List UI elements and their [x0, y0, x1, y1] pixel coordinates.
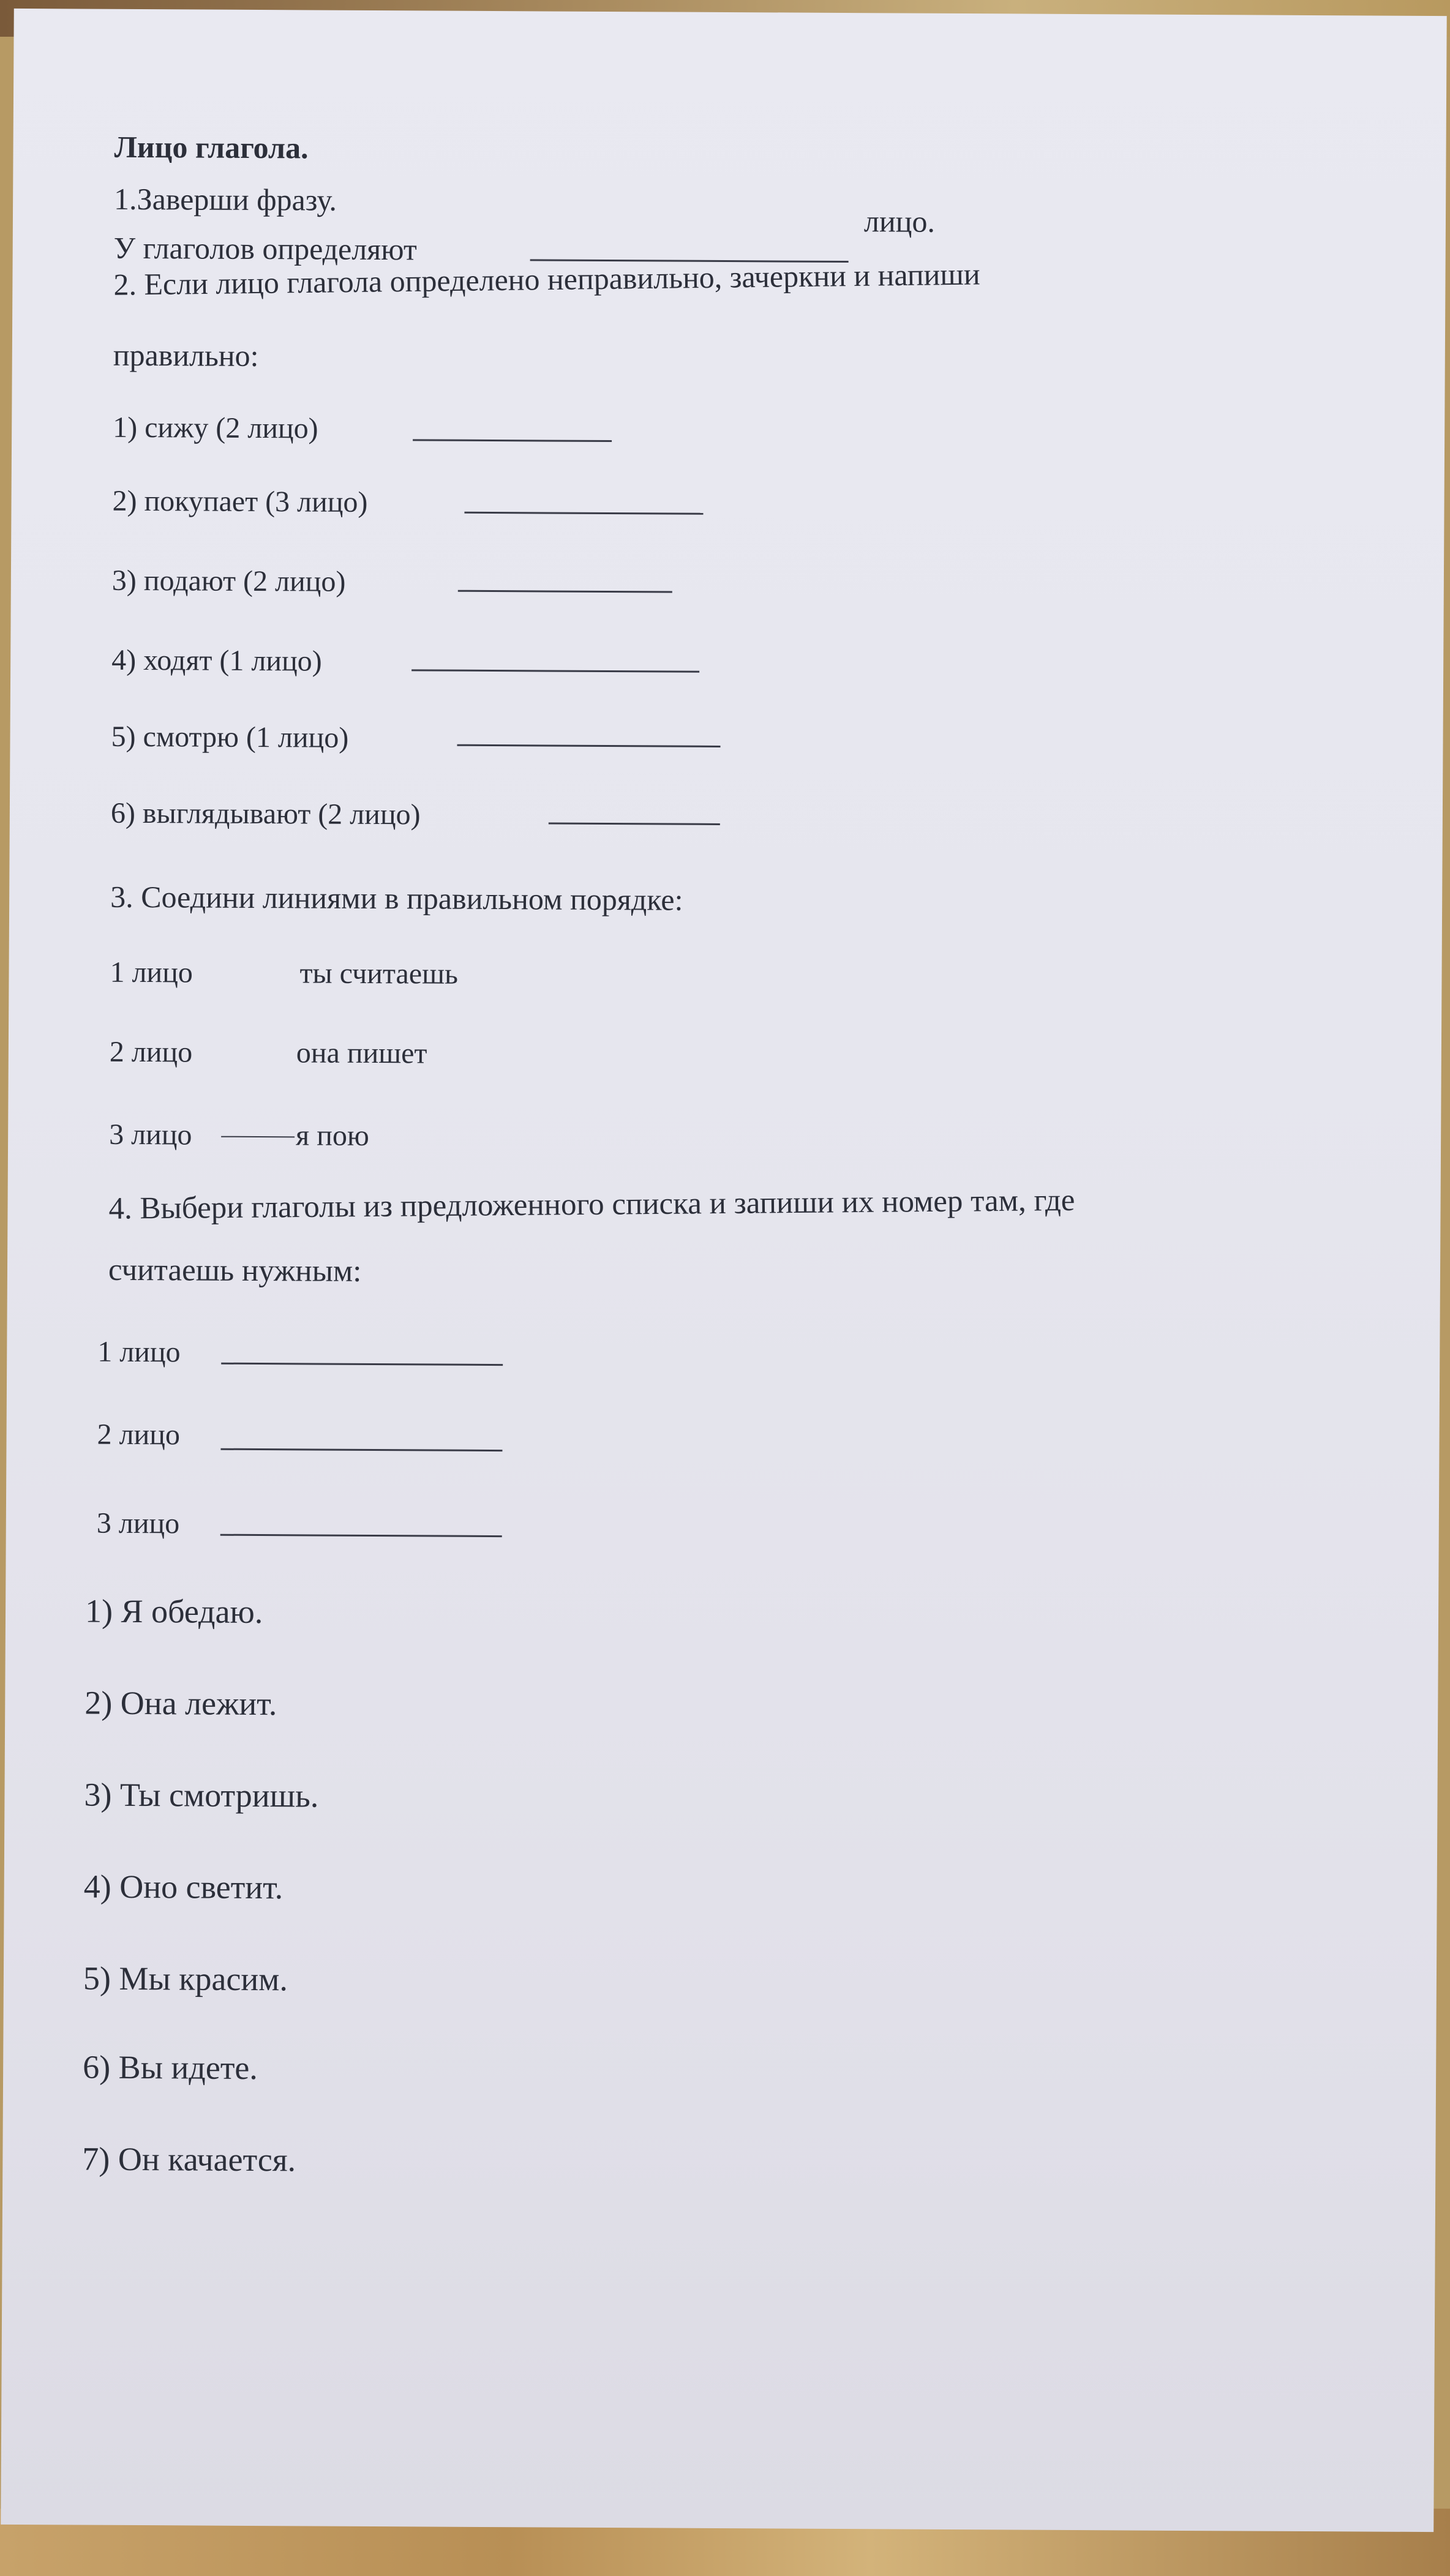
task2-answer-line[interactable]: [549, 822, 720, 825]
task2-answer-line[interactable]: [413, 439, 612, 442]
task3-verb-phrase[interactable]: я пою: [296, 1119, 369, 1152]
task4-sentence: 2) Она лежит.: [85, 1684, 277, 1723]
task3-person-label[interactable]: 3 лицо: [109, 1118, 192, 1151]
task2-answer-line[interactable]: [411, 669, 699, 672]
task4-answer-line[interactable]: [221, 1363, 503, 1366]
task2-item: 3) подают (2 лицо): [111, 564, 346, 598]
task4-heading-line1: 4. Выбери глаголы из предложенного списка и запиши их номер там, где: [108, 1183, 1075, 1226]
task4-sentence: 4) Оно светит.: [83, 1868, 284, 1906]
task1-heading: 1.Заверши фразу.: [114, 181, 337, 217]
task2-heading-line1: 2. Если лицо глагола определено неправильно, зачеркни и напиши: [113, 256, 980, 302]
task3-verb-phrase[interactable]: она пишет: [296, 1036, 427, 1070]
task2-item: 1) сижу (2 лицо): [113, 411, 318, 445]
task2-item: 4) ходят (1 лицо): [111, 643, 322, 678]
task3-person-label[interactable]: 2 лицо: [109, 1035, 193, 1069]
task4-sentence: 3) Ты смотришь.: [84, 1776, 319, 1814]
task3-heading: 3. Соедини линиями в правильном порядке:: [110, 879, 683, 917]
task2-answer-line[interactable]: [464, 512, 703, 515]
task2-item: 2) покупает (3 лицо): [112, 484, 368, 519]
task1-sentence-end: лицо.: [863, 204, 936, 239]
task2-answer-line[interactable]: [458, 590, 672, 593]
task4-person-label: 1 лицо: [97, 1335, 181, 1369]
task1-sentence-start: У глаголов определяют: [113, 230, 417, 267]
task2-item: 6) выглядывают (2 лицо): [110, 796, 421, 831]
task4-sentence: 5) Мы красим.: [83, 1960, 288, 1998]
task4-sentence: 1) Я обедаю.: [85, 1592, 263, 1631]
task2-answer-line[interactable]: [457, 744, 720, 747]
task4-heading-line2: считаешь нужным:: [108, 1252, 362, 1289]
task4-answer-line[interactable]: [220, 1448, 502, 1451]
worksheet-paper: [1, 9, 1446, 2532]
task2-item: 5) смотрю (1 лицо): [111, 720, 349, 754]
worksheet-title: Лицо глагола.: [114, 129, 309, 165]
task4-person-label: 3 лицо: [96, 1507, 180, 1540]
task4-person-label: 2 лицо: [97, 1418, 181, 1451]
task3-person-label[interactable]: 1 лицо: [110, 956, 193, 989]
task4-answer-line[interactable]: [220, 1534, 502, 1537]
task3-verb-phrase[interactable]: ты считаешь: [299, 957, 459, 990]
task2-heading-line2: правильно:: [113, 337, 259, 373]
task4-sentence: 6) Вы идете.: [83, 2048, 258, 2087]
task3-connector-line: [221, 1136, 295, 1138]
task4-sentence: 7) Он качается.: [82, 2140, 296, 2179]
